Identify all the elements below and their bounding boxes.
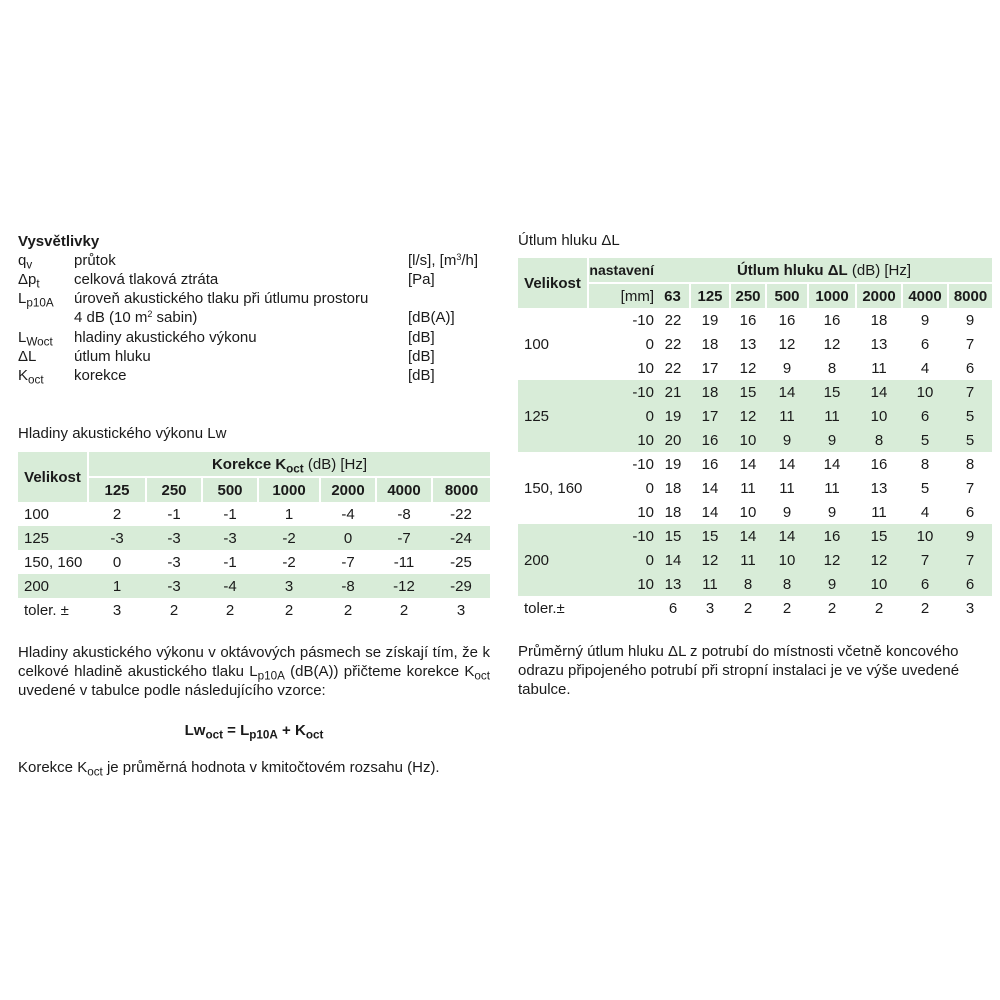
value-cell: 8 [827, 359, 837, 377]
velikost-header: Velikost [18, 452, 88, 502]
sound-power-correction-table [18, 452, 490, 622]
size-cell: 100 [24, 505, 50, 523]
table-row [518, 404, 992, 428]
value-cell: 2 [874, 599, 884, 617]
value-cell: 3 [705, 599, 715, 617]
setting-cell: -10 [588, 380, 656, 404]
setting-cell: 10 [637, 503, 654, 521]
value-cell: 8 [856, 428, 902, 452]
value-cell: -3 [202, 526, 258, 550]
value-cell: 11 [740, 479, 756, 497]
value-cell: 0 [112, 553, 122, 571]
value-cell: -7 [376, 526, 432, 550]
setting-cell [588, 596, 656, 620]
value-cell: 2 [743, 599, 753, 617]
value-cell: 17 [690, 404, 730, 428]
setting-cell: 10 [588, 572, 656, 596]
legend-unit: [Pa] [408, 271, 435, 288]
frequency-header: 125 [690, 283, 730, 308]
value-cell: 12 [690, 548, 730, 572]
value-cell: -2 [258, 526, 320, 550]
frequency-header: 4000 [902, 283, 948, 308]
correction-header-unit: (dB) [Hz] [303, 455, 368, 473]
value-cell: 16 [739, 311, 757, 329]
value-cell: 0 [320, 526, 376, 550]
value-cell: 6 [965, 503, 975, 521]
value-cell: 9 [948, 524, 992, 548]
legend-row-lp10a [18, 289, 488, 328]
value-cell: -2 [282, 553, 296, 571]
value-cell: 9 [782, 503, 792, 521]
value-cell: 6 [965, 359, 975, 377]
legend-unit: [dB] [408, 367, 435, 384]
legend-row-lwoct [18, 328, 488, 347]
legend-unit: [l/s], $[m^3/h]$ [408, 252, 479, 269]
value-cell: 16 [808, 524, 856, 548]
value-cell: 5 [920, 479, 930, 497]
value-cell: 13 [656, 572, 690, 596]
frequency-header: 1000 [808, 283, 856, 308]
value-cell: 9 [808, 572, 856, 596]
value-cell: 14 [778, 455, 796, 473]
value-cell: 7 [948, 380, 992, 404]
table-row [18, 574, 490, 598]
value-cell: 17 [701, 359, 719, 377]
size-cell: toler.± [524, 599, 565, 617]
legend-unit: [dB(A)] [408, 309, 455, 326]
table-row [518, 476, 992, 500]
value-cell: 5 [948, 404, 992, 428]
table-row [518, 524, 992, 548]
value-cell: 3 [456, 601, 466, 619]
setting-cell: -10 [632, 455, 654, 473]
value-cell: 9 [827, 503, 837, 521]
value-cell: 15 [656, 524, 690, 548]
value-cell: 2 [225, 601, 235, 619]
table1-frequency-row [18, 477, 490, 502]
value-cell: 6 [668, 599, 678, 617]
value-cell: 2 [782, 599, 792, 617]
value-cell: 10 [856, 572, 902, 596]
size-cell: 100 [524, 335, 550, 353]
value-cell: 9 [782, 359, 792, 377]
frequency-header: 1000 [258, 477, 320, 502]
value-cell: -22 [450, 505, 472, 523]
value-cell: 2 [343, 601, 353, 619]
value-cell: 13 [870, 479, 888, 497]
value-cell: -25 [450, 553, 472, 571]
value-cell: 6 [948, 572, 992, 596]
value-cell: 2 [827, 599, 837, 617]
value-cell: 2 [920, 599, 930, 617]
frequency-header: 500 [202, 477, 258, 502]
value-cell: 7 [948, 548, 992, 572]
value-cell: 16 [823, 311, 841, 329]
setting-cell: 10 [588, 428, 656, 452]
value-cell: -1 [167, 505, 181, 523]
value-cell: 12 [778, 335, 796, 353]
legend-symbol: $q_v$ [18, 252, 33, 272]
value-cell: 10 [766, 548, 808, 572]
table-row [518, 428, 992, 452]
value-cell: -3 [146, 526, 202, 550]
value-cell: 12 [730, 404, 766, 428]
table2-header-row [518, 258, 992, 283]
size-cell: 150, 160 [524, 479, 583, 497]
value-cell: -8 [397, 505, 411, 523]
table2-frequency-row [518, 283, 992, 308]
legend-symbol: $L_{p10A}$ [18, 290, 54, 310]
value-cell: 22 [664, 335, 682, 353]
value-cell: 18 [664, 503, 682, 521]
velikost-header: Velikost [518, 258, 588, 308]
value-cell: 19 [664, 455, 682, 473]
frequency-header: 63 [656, 283, 690, 308]
frequency-header: 8000 [432, 477, 490, 502]
value-cell: 6 [920, 335, 930, 353]
value-cell: 12 [739, 359, 757, 377]
value-cell: 14 [766, 380, 808, 404]
value-cell: 14 [739, 455, 757, 473]
value-cell: 8 [730, 572, 766, 596]
correction-header [88, 452, 490, 477]
value-cell: 3 [258, 574, 320, 598]
setting-cell: 0 [588, 404, 656, 428]
value-cell: 10 [739, 503, 757, 521]
value-cell: 14 [656, 548, 690, 572]
size-cell: 125 [518, 380, 588, 452]
value-cell: 11 [871, 503, 887, 521]
frequency-header: 2000 [856, 283, 902, 308]
value-cell: 9 [808, 428, 856, 452]
value-cell: 12 [856, 548, 902, 572]
tolerance-row [518, 596, 992, 620]
value-cell: 13 [870, 335, 888, 353]
value-cell: 11 [690, 572, 730, 596]
legend-description: útlum hluku [74, 348, 151, 365]
table-row [518, 548, 992, 572]
legend-description: celková tlaková ztráta [74, 271, 219, 288]
value-cell: 3 [965, 599, 975, 617]
frequency-header: 2000 [320, 477, 376, 502]
table-row [518, 332, 992, 356]
value-cell: 15 [856, 524, 902, 548]
value-cell: 9 [920, 311, 930, 329]
attenuation-header [656, 258, 992, 283]
value-cell: 1 [88, 574, 146, 598]
table1-caption: Hladiny akustického výkonu Lw [18, 425, 227, 442]
frequency-header: 8000 [948, 283, 992, 308]
value-cell: 6 [902, 404, 948, 428]
legend-symbol: $\Delta p_t$ [18, 271, 40, 291]
value-cell: 5 [948, 428, 992, 452]
value-cell: 11 [779, 479, 795, 497]
value-cell: 12 [808, 548, 856, 572]
value-cell: -1 [223, 553, 237, 571]
value-cell: 9 [965, 311, 975, 329]
value-cell: -12 [376, 574, 432, 598]
value-cell: 14 [701, 479, 719, 497]
value-cell: -3 [146, 574, 202, 598]
value-cell: 18 [664, 479, 682, 497]
correction-note: Korekce $K_{oct}$ je průměrná hodnota v kmitočtovém rozsahu (Hz). [18, 759, 440, 779]
value-cell: 12 [823, 335, 841, 353]
value-cell: 5 [902, 428, 948, 452]
value-cell: 10 [856, 404, 902, 428]
value-cell: 18 [870, 311, 888, 329]
legend [18, 232, 488, 385]
table-row [18, 502, 490, 526]
legend-row-koct [18, 366, 488, 385]
size-cell: 125 [18, 526, 88, 550]
legend-title: Vysvětlivky [18, 233, 100, 250]
correction-header-sub: oct [286, 462, 304, 475]
value-cell: 8 [920, 455, 930, 473]
attenuation-header-unit: (dB) [Hz] [847, 261, 912, 279]
frequency-header: 250 [730, 283, 766, 308]
value-cell: -4 [341, 505, 355, 523]
setting-cell: 0 [645, 335, 654, 353]
legend-row-qv [18, 251, 488, 270]
table-row [518, 356, 992, 380]
legend-unit: [dB] [408, 348, 435, 365]
value-cell: 16 [778, 311, 796, 329]
legend-description-line2: 4 dB (10 $m^2$ sabin) [74, 309, 198, 326]
table-row [518, 572, 992, 596]
value-cell: 18 [701, 335, 719, 353]
value-cell: 13 [739, 335, 757, 353]
value-cell: 4 [920, 503, 930, 521]
size-cell: 200 [18, 574, 88, 598]
table-row [18, 598, 490, 622]
value-cell: 21 [656, 380, 690, 404]
legend-row-dl [18, 347, 488, 366]
setting-cell: 10 [637, 359, 654, 377]
value-cell: 7 [902, 548, 948, 572]
legend-description: hladiny akustického výkonu [74, 329, 257, 346]
value-cell: 20 [656, 428, 690, 452]
size-cell: 150, 160 [24, 553, 83, 571]
setting-cell: 0 [645, 479, 654, 497]
value-cell: -8 [320, 574, 376, 598]
table-row [18, 550, 490, 574]
value-cell: 14 [823, 455, 841, 473]
attenuation-header-label: Útlum hluku ΔL [736, 261, 848, 279]
legend-description: korekce [74, 367, 127, 384]
attenuation-note: Průměrný útlum hluku ΔL z potrubí do místnosti včetně koncového odrazu připojeného potrubí při stropní instalaci je ve výše uvedené tabulce. [518, 643, 960, 698]
value-cell: 18 [690, 380, 730, 404]
value-cell: -11 [393, 553, 415, 571]
table-row [18, 526, 490, 550]
frequency-header: 125 [88, 477, 146, 502]
value-cell: 11 [766, 404, 808, 428]
size-cell: 200 [518, 524, 588, 596]
value-cell: 2 [169, 601, 179, 619]
legend-description: průtok [74, 252, 116, 269]
table2-caption: Útlum hluku ΔL [518, 232, 620, 249]
value-cell: 6 [902, 572, 948, 596]
value-cell: 16 [701, 455, 719, 473]
formula: $Lw_{oct} = L_{p10A} + K_{oct}$ [184, 722, 324, 742]
correction-header-label: Korekce K [211, 455, 287, 473]
value-cell: -29 [432, 574, 490, 598]
value-cell: 8 [766, 572, 808, 596]
value-cell: 16 [690, 428, 730, 452]
value-cell: 15 [690, 524, 730, 548]
value-cell: 14 [856, 380, 902, 404]
value-cell: 14 [766, 524, 808, 548]
value-cell: 14 [730, 524, 766, 548]
size-cell: toler. ± [24, 601, 69, 619]
legend-symbol: $L_{Woct}$ [18, 329, 53, 349]
legend-row-dpt [18, 270, 488, 289]
value-cell: 9 [766, 428, 808, 452]
table-row [518, 452, 992, 476]
frequency-header: 500 [766, 283, 808, 308]
legend-symbol: ΔL [18, 348, 37, 365]
explanation-paragraph: Hladiny akustického výkonu v oktávových pásmech se získají tím, že k celkové hladině akustického tlaku $L_{p10A}$ (dB(A)) přičteme korekce $K_{oct}$ uvedené v tabulce podle následujícího vzorce: [18, 644, 490, 699]
table-row [518, 500, 992, 524]
value-cell: 11 [730, 548, 766, 572]
value-cell: -3 [88, 526, 146, 550]
value-cell: -1 [223, 505, 237, 523]
value-cell: 7 [965, 479, 975, 497]
value-cell: 2 [112, 505, 122, 523]
value-cell: 15 [808, 380, 856, 404]
nastaveni-header: nastavení [588, 258, 656, 283]
frequency-header: 4000 [376, 477, 432, 502]
setting-cell: 0 [588, 548, 656, 572]
value-cell: 11 [824, 479, 840, 497]
value-cell: 1 [284, 505, 294, 523]
value-cell: -24 [432, 526, 490, 550]
table-row [518, 380, 992, 404]
value-cell: -7 [341, 553, 355, 571]
value-cell: 10 [902, 524, 948, 548]
value-cell: -3 [167, 553, 181, 571]
table-row [518, 308, 992, 332]
value-cell: 19 [701, 311, 719, 329]
setting-cell: -10 [632, 311, 654, 329]
value-cell: 19 [656, 404, 690, 428]
table1-header-row [18, 452, 490, 477]
value-cell: 14 [701, 503, 719, 521]
setting-cell: -10 [588, 524, 656, 548]
value-cell: 10 [902, 380, 948, 404]
value-cell: -4 [202, 574, 258, 598]
value-cell: 4 [920, 359, 930, 377]
value-cell: 22 [664, 359, 682, 377]
legend-description: úroveň akustického tlaku při útlumu prostoru [74, 290, 369, 307]
value-cell: 3 [112, 601, 122, 619]
value-cell: 8 [965, 455, 975, 473]
mm-header: [mm] [588, 283, 656, 308]
value-cell: 11 [808, 404, 856, 428]
value-cell: 16 [870, 455, 888, 473]
value-cell: 15 [730, 380, 766, 404]
legend-unit: [dB] [408, 329, 435, 346]
legend-symbol: $K_{oct}$ [18, 367, 44, 387]
frequency-header: 250 [146, 477, 202, 502]
noise-attenuation-table [518, 258, 992, 620]
value-cell: 7 [965, 335, 975, 353]
value-cell: 2 [399, 601, 409, 619]
value-cell: 22 [664, 311, 682, 329]
value-cell: 10 [730, 428, 766, 452]
value-cell: 11 [871, 359, 887, 377]
value-cell: 2 [284, 601, 294, 619]
